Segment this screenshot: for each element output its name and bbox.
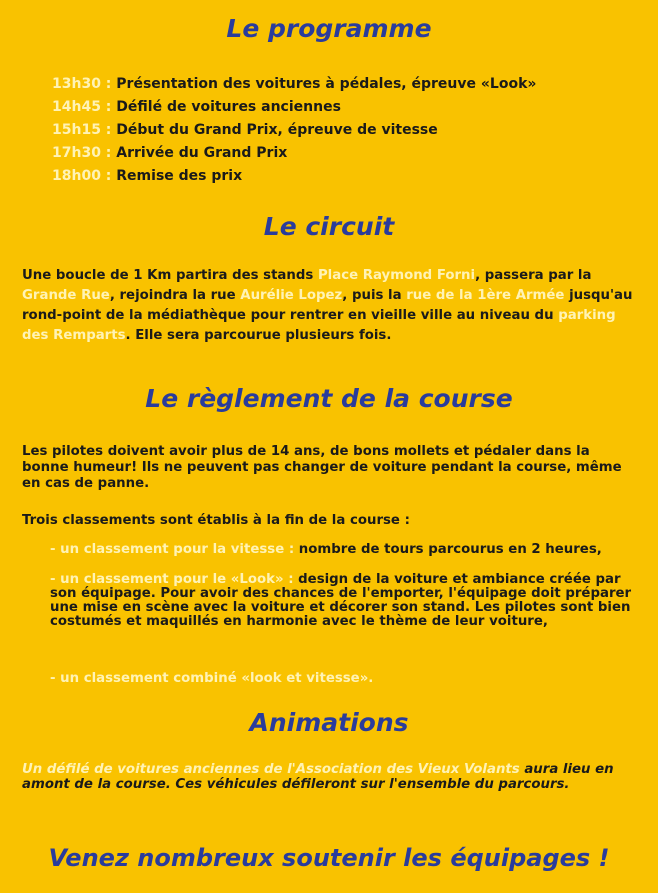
programme-item [52, 142, 536, 165]
programme-list [52, 73, 536, 188]
programme-text: Arrivée du Grand Prix [116, 145, 288, 161]
programme-time: 15h15 : [52, 122, 112, 138]
reglement-intro: Trois classements sont établis à la fin de la course : [22, 513, 410, 528]
circuit-text: , passera par la [475, 268, 592, 283]
classement-item [50, 573, 638, 629]
circuit-paragraph [22, 266, 638, 346]
circuit-text: , rejoindra la rue [109, 288, 241, 303]
classement-text: design de la voiture et ambiance créée par son équipage. Pour avoir des chances de l'emporter, l'équipage doit préparer une mise en scène avec la voiture et décorer son stand. Les pilotes sont bien costumés et maquillés en harmonie avec le thème de leur voiture, [50, 572, 632, 629]
classement-item [50, 672, 638, 686]
animations-text: aura lieu en amont de la course. Ces véhicules défileront sur l'ensemble du parcours. [22, 762, 614, 792]
programme-time: 17h30 : [52, 145, 112, 161]
circuit-place: parking des Remparts [22, 308, 616, 343]
classement-label: - un classement combiné «look et vitesse». [50, 671, 374, 686]
classement-label: - un classement pour le «Look» : [50, 572, 299, 587]
programme-time: 18h00 : [52, 168, 112, 184]
programme-text: Remise des prix [116, 168, 243, 184]
programme-text: Défilé de voitures anciennes [116, 99, 341, 115]
title-circuit: Le circuit [263, 212, 395, 241]
circuit-place: Place Raymond Forni [317, 268, 476, 283]
circuit-text: jusqu'au rond-point de la médiathèque pour rentrer en vieille ville au niveau du [22, 288, 633, 323]
classement-item [50, 543, 638, 557]
classement-label: - un classement pour la vitesse : [50, 542, 299, 557]
programme-text: Début du Grand Prix, épreuve de vitesse [116, 122, 438, 138]
reglement-paragraph: Les pilotes doivent avoir plus de 14 ans, de bons mollets et pédaler dans la bonne humeur! Ils ne peuvent pas changer de voiture pendant la course, même en cas de panne. [22, 444, 622, 491]
circuit-text: . Elle sera parcourue plusieurs fois. [125, 328, 392, 343]
title-programme: Le programme [226, 14, 432, 43]
title-reglement: Le règlement de la course [145, 384, 513, 413]
programme-time: 13h30 : [52, 76, 112, 92]
programme-text: Présentation des voitures à pédales, épreuve «Look» [116, 76, 537, 92]
programme-item [52, 96, 536, 119]
circuit-place: rue de la 1ère Armée [406, 288, 565, 303]
call-to-action: Venez nombreux soutenir les équipages ! [48, 844, 610, 872]
circuit-text: Une boucle de 1 Km partira des stands [22, 268, 318, 283]
classement-text: nombre de tours parcourus en 2 heures, [298, 542, 602, 557]
programme-item [52, 119, 536, 142]
programme-item [52, 165, 536, 188]
title-animations: Animations [249, 708, 409, 737]
animations-paragraph [22, 762, 638, 792]
circuit-place: Aurélie Lopez [240, 288, 343, 303]
programme-item [52, 73, 536, 96]
animations-highlight: Un défilé de voitures anciennes de l'Association des Vieux Volants [22, 762, 520, 777]
circuit-place: Grande Rue [22, 288, 110, 303]
programme-time: 14h45 : [52, 99, 112, 115]
circuit-text: , puis la [342, 288, 407, 303]
